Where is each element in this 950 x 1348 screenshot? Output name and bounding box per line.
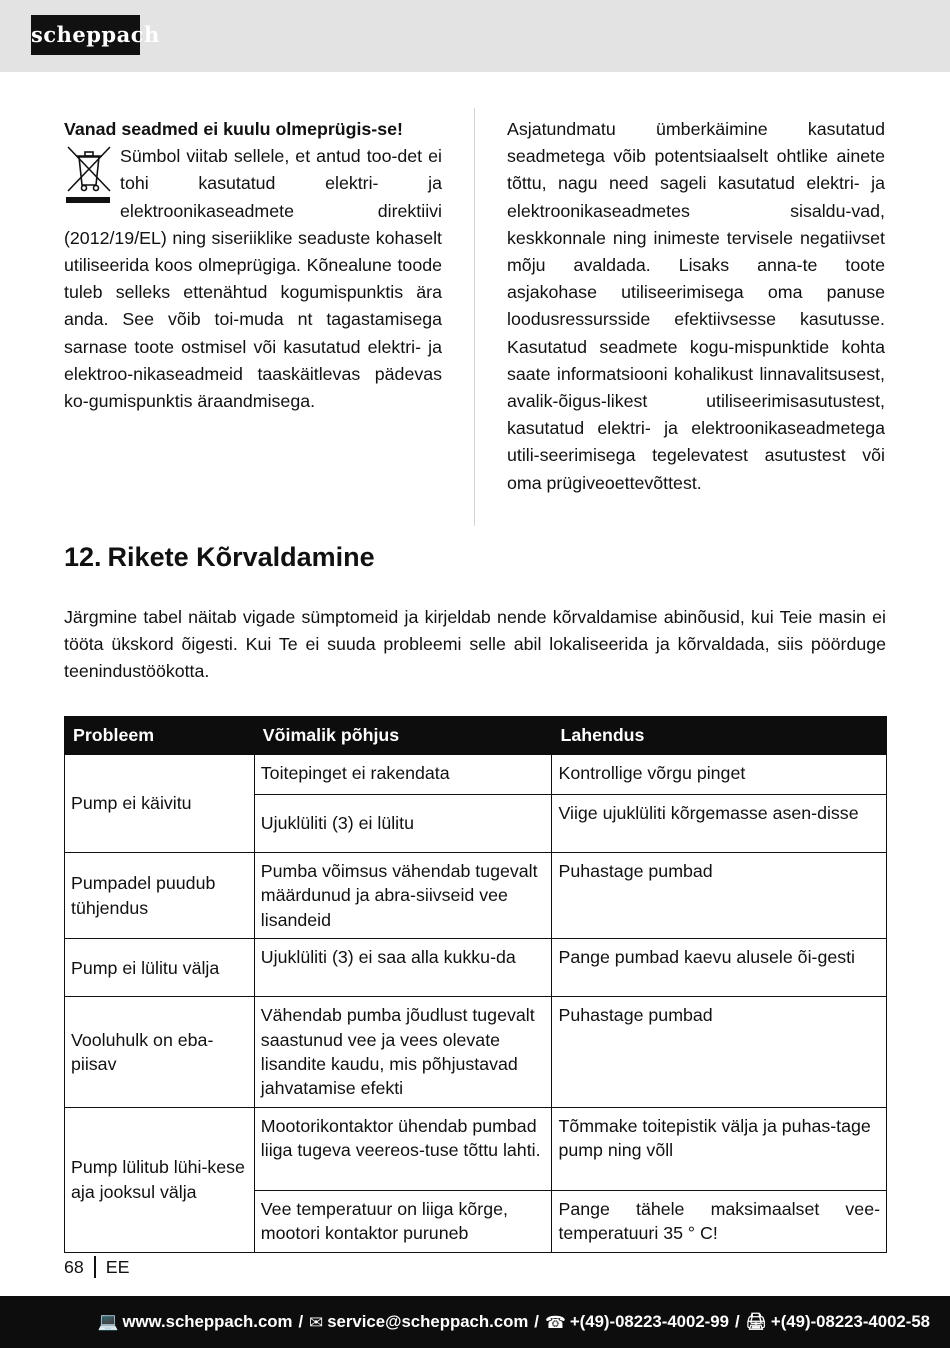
envelope-icon: ✉ [309,1312,324,1332]
separator: / [734,1312,740,1331]
cause-cell: Toitepinget ei rakendata [254,755,552,795]
solution-cell: Puhastage pumbad [552,853,887,939]
website-link[interactable]: www.scheppach.com [122,1312,293,1331]
section-intro: Järgmine tabel näitab vigade sümptomeid ja kirjeldab nende kõrvaldamise abinõusid, kui Teie masin ei tööta ükskord õigesti. Kui Te ei suuda probleemi selle abil lokaliseerida ja kõrvaldada, siis pöörduge teenindustöökotta. [64,607,886,682]
table-row [65,1107,887,1190]
header-problem: Probleem [65,717,255,755]
computer-icon: 💻 [97,1312,119,1331]
crossed-out-wheelie-bin-icon [64,143,114,203]
solution-cell: Viige ujuklüliti kõrgemasse asen-disse [552,795,887,853]
troubleshooting-table [64,716,887,1253]
fax-number: +(49)-08223-4002-58 [770,1312,930,1331]
solution-cell: Puhastage pumbad [552,997,887,1108]
solution-cell: Pange pumbad kaevu alusele õi-gesti [552,939,887,997]
section-title [64,542,375,573]
page-number: 68 [64,1256,84,1277]
table-row [65,997,887,1108]
header-solution: Lahendus [552,717,887,755]
cause-cell: Vee temperatuur on liiga kõrge, mootori kontaktor puruneb [254,1190,552,1252]
solution-cell: Kontrollige võrgu pinget [552,755,887,795]
table-row [65,939,887,997]
separator: / [534,1312,539,1331]
cause-cell: Ujuklüliti (3) ei saa alla kukku-da [254,939,552,997]
table-row [65,755,887,795]
cause-cell: Ujuklüliti (3) ei lülitu [254,795,552,853]
problem-cell: Pumpadel puudub tühjendus [65,853,255,939]
disposal-body: Sümbol viitab sellele, et antud too-det ei tohi kasutatud elektri- ja elektroonikaseadmete direktiivi (2012/19/EL) ning siseriiklike seaduste kohaselt utiliseerida koos olmeprügiga. Kõnealune toode tuleb selleks ettenähtud kogumispunktis ära anda. See võib toi-muda nt tagastamisega sarnase toote ostmisel või kasutatud elektri- ja elektroo-nikaseadmeid taaskäitlevas pädevas ko-gumispunktis äraandmisega. [64,146,442,412]
problem-cell: Pump ei käivitu [65,755,255,853]
cause-cell: Mootorikontaktor ühendab pumbad liiga tugeva veereos-tuse tõttu lahti. [254,1107,552,1190]
section-heading: Rikete Kõrvaldamine [107,542,375,572]
separator: / [298,1312,304,1331]
section-number: 12. [64,542,102,572]
cause-cell: Vähendab pumba jõudlust tugevalt saastunud vee ja vees olevate lisandite kaudu, mis põhjustavad jahvatamise efekti [254,997,552,1108]
disposal-heading: Vanad seadmed ei kuulu olmeprügis-se! [64,119,403,139]
fax-icon: 🖨 [745,1312,767,1331]
page-footer [64,1256,130,1278]
contact-bar [0,1296,950,1348]
page-separator [94,1256,96,1278]
problem-cell: Pump lülitub lühi-kese aja jooksul välja [65,1107,255,1252]
header-cause: Võimalik põhjus [254,717,552,755]
right-column [507,116,885,497]
problem-cell: Vooluhulk on eba-piisav [65,997,255,1108]
table-header-row [65,717,887,755]
cause-cell: Pumba võimsus vähendab tugevalt määrdunud ja abra-siivseid vee lisandeid [254,853,552,939]
email-link[interactable]: service@scheppach.com [327,1312,529,1331]
telephone-icon: ☎ [544,1312,566,1332]
language-code: EE [105,1256,130,1277]
left-column [64,116,442,415]
solution-cell: Pange tähele maksimaalset vee-temperatuuri 35 ° C! [552,1190,887,1252]
solution-cell: Tõmmake toitepistik välja ja puhas-tage pump ning võll [552,1107,887,1190]
scheppach-logo: scheppach [31,15,140,55]
environment-body: Asjatundmatu ümberkäimine kasutatud seadmetega võib potentsiaalselt ohtlike ainete tõttu, nagu need sageli kasutatud elektri- ja elektroonikaseadmetes sisaldu-vad, keskkonnale ning inimeste tervisele negatiivset mõju avaldada. Lisaks anna-te toote asjakohase utiliseerimisega oma panuse loodusressursside efektiivsesse kasutusse. Kasutatud seadmete kogu-mispunktide kohta saate informatsiooni kohalikust linnavalitsusest, avalik-õigus-likest utiliseerimisasutustest, kasutatud elektri- ja elektroonikaseadmetega utili-seerimisega tegelevatest asutustest või oma prügiveoettevõttest. [507,119,885,493]
column-divider [474,108,475,526]
phone-number: +(49)-08223-4002-99 [569,1312,729,1331]
table-row [65,853,887,939]
problem-cell: Pump ei lülitu välja [65,939,255,997]
